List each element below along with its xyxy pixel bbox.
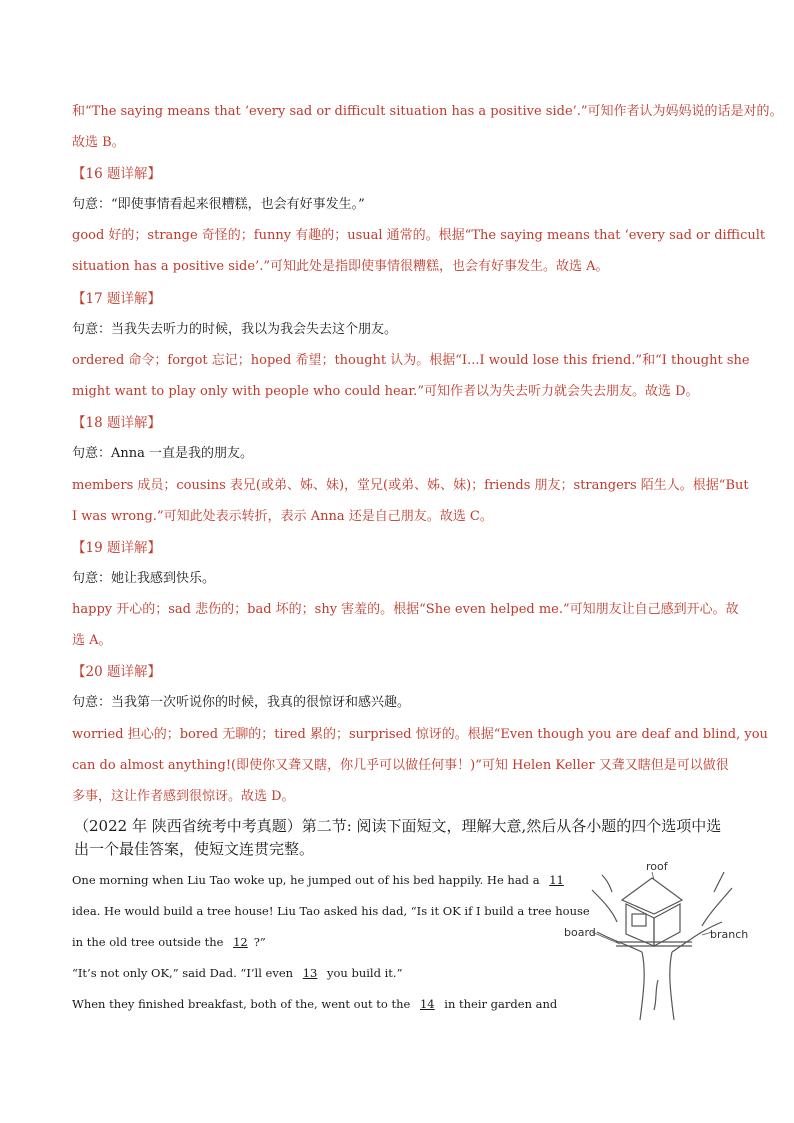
text-line: good 好的；strange 奇怪的；funny 有趣的；usual 通常的。根据“The saying means that ‘every sad or difficult <box>72 228 766 243</box>
story-text: in their garden and <box>444 997 558 1011</box>
text-line: I was wrong.”可知此处表示转折，表示 Anna 还是自己朋友。故选 C。 <box>72 509 493 524</box>
blank-13[interactable]: 13 <box>302 966 318 980</box>
label-board: board <box>564 926 596 939</box>
text-line: might want to play only with people who could hear.”可知作者以为失去听力就会失去朋友。故选 D。 <box>72 384 699 399</box>
passage-intro: （2022 年 陕西省统考中考真题）第二节: 阅读下面短文，理解大意,然后从各小题的四个选项中选 <box>74 817 722 835</box>
label-roof: roof <box>646 860 668 873</box>
text-line: members 成员；cousins 表兄(或弟、姊、妹)，堂兄(或弟、姊、妹)；friends 朋友；strangers 陌生人。根据“But <box>72 478 749 493</box>
text-line: situation has a positive side’.”可知此处是指即使事情很糟糕，也会有好事发生。故选 A。 <box>72 259 609 274</box>
sentence-meaning: 句意：Anna 一直是我的朋友。 <box>72 446 254 461</box>
section-heading-19: 【19 题详解】 <box>72 540 161 556</box>
sentence-meaning: 句意：她让我感到快乐。 <box>72 571 216 586</box>
story-line <box>72 933 266 951</box>
story-text: in the old tree outside the <box>72 935 224 949</box>
story-text: ?” <box>253 935 266 949</box>
story-line <box>72 995 557 1013</box>
text-line: can do almost anything!(即使你又聋又瞎，你几乎可以做任何事！)”可知 Helen Keller 又聋又瞎但是可以做很 <box>72 758 729 773</box>
tree-house-illustration <box>562 860 762 1020</box>
text-line: worried 担心的；bored 无聊的；tired 累的；surprised 惊讶的。根据“Even though you are deaf and blind, you <box>72 727 768 742</box>
story-text: you build it.” <box>327 966 403 980</box>
sentence-meaning: 句意：当我第一次听说你的时候，我真的很惊讶和感兴趣。 <box>72 695 411 710</box>
sentence-meaning: 句意：当我失去听力的时候，我以为我会失去这个朋友。 <box>72 322 398 337</box>
section-heading-17: 【17 题详解】 <box>72 291 161 307</box>
story-line <box>72 964 402 982</box>
section-heading-20: 【20 题详解】 <box>72 664 161 680</box>
text-line: ordered 命令；forgot 忘记；hoped 希望；thought 认为。根据“I...I would lose this friend.”和“I thought she <box>72 353 750 368</box>
blank-14[interactable]: 14 <box>419 997 435 1011</box>
text-line: 故选 B。 <box>72 135 125 150</box>
section-heading-16: 【16 题详解】 <box>72 166 161 182</box>
text-line: happy 开心的；sad 悲伤的；bad 坏的；shy 害羞的。根据“She even helped me.”可知朋友让自己感到开心。故 <box>72 602 739 617</box>
section-heading-18: 【18 题详解】 <box>72 415 161 431</box>
text-line: 和“The saying means that ‘every sad or difficult situation has a positive side’.”可知作者认为妈妈说的话是对的。 <box>72 104 783 119</box>
text-line: 选 A。 <box>72 633 112 648</box>
label-branch: branch <box>710 928 749 941</box>
text-line: 多事，这让作者感到很惊讶。故选 D。 <box>72 789 295 804</box>
passage-intro: 出一个最佳答案，使短文连贯完整。 <box>74 840 315 858</box>
sentence-meaning: 句意：“即使事情看起来很糟糕，也会有好事发生。” <box>72 197 365 212</box>
story-line: idea. He would build a tree house! Liu Tao asked his dad, “Is it OK if I build a tree house <box>72 904 590 918</box>
blank-11[interactable]: 11 <box>549 873 564 887</box>
board-pointer <box>592 932 620 944</box>
story-text: When they finished breakfast, both of the, went out to the <box>72 997 411 1011</box>
house-icon <box>616 878 692 946</box>
story-line <box>72 871 570 889</box>
blank-12[interactable]: 12 <box>233 935 248 949</box>
story-text: “It’s not only OK,” said Dad. “I’ll even <box>72 966 294 980</box>
story-text: One morning when Liu Tao woke up, he jumped out of his bed happily. He had a <box>72 873 540 887</box>
